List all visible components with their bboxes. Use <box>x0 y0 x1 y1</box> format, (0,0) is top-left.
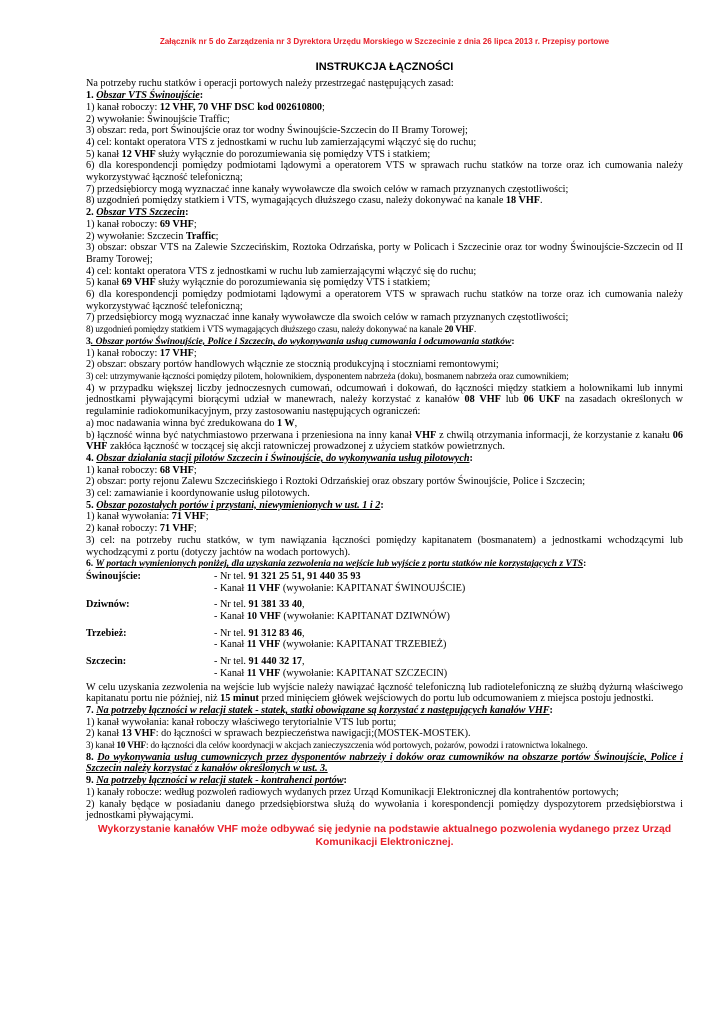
section-4-heading: 4. Obszar działania stacji pilotów Szczecin i Świnoujście, do wykonywania usług pilotowych: <box>86 452 473 464</box>
section-7-heading: 7. Na potrzeby łączności w relacji statek - statek, statki obowiązane są korzystać z następujących kanałów VHF: <box>86 704 553 716</box>
s7-line-2: 2) kanał 13 VHF: do łączności w sprawach bezpieczeństwa nawigacji;(MOSTEK-MOSTEK). <box>86 728 471 740</box>
port-contact-row <box>86 571 683 594</box>
s5-line-3: 3) cel: na potrzeby ruchu statków, w tym nawiązania łączności pomiędzy kapitanatem (bosmanatem) a jednostkami wchodzącymi lub wychodzącymi z portu (dotyczy jachtów na wodach portowych). <box>86 534 683 558</box>
s9-line-1: 1) kanały robocze: według pozwoleń radiowych wydanych przez Urząd Komunikacji Elektronicznej dla kontrahentów portowych; <box>86 786 619 798</box>
section-5-heading: 5. Obszar pozostałych portów i przystani, niewymienionych w ust. 1 i 2: <box>86 499 384 511</box>
port-phone: - Nr tel. 91 440 32 17, <box>214 656 305 668</box>
footer-warning: Wykorzystanie kanałów VHF może odbywać się jedynie na podstawie aktualnego pozwolenia wydanego przez Urząd Komunikacji Elektronicznej. <box>97 824 672 848</box>
s1-line-1: 1) kanał roboczy: 12 VHF, 70 VHF DSC kod 002610800; <box>86 101 325 113</box>
s1-line-8: 8) uzgodnień pomiędzy statkiem i VTS, wymagających dłuższego czasu, należy dokonywać na kanale 18 VHF. <box>86 195 543 207</box>
s1-line-3: 3) obszar: reda, port Świnoujście oraz tor wodny Świnoujście-Szczecin do II Bramy Torowej; <box>86 125 468 137</box>
port-name: Szczecin: <box>86 656 127 668</box>
section-8-heading: 8. Do wykonywania usług cumowniczych przez dysponentów nabrzeży i doków oraz cumowników na obszarze portów Świnoujście, Police i Szczecin należy korzystać z kanałów określonych w ust. 3. <box>86 751 683 775</box>
s1-line-2: 2) wywołanie: Świnoujście Traffic; <box>86 113 230 125</box>
port-contact-row <box>86 656 683 679</box>
s9-line-2: 2) kanały będące w posiadaniu danego przedsiębiorstwa służą do wywołania i korespondencji pomiędzy dyspozytorem przedsiębiorstwa i jednostkami pływającymi. <box>86 798 683 822</box>
s5-line-1: 1) kanał wywołania: 71 VHF; <box>86 511 209 523</box>
s4-line-2: 2) obszar: porty rejonu Zalewu Szczecińskiego i Roztoki Odrzańskiej oraz obszary portów Świnoujście, Police i Szczecin; <box>86 476 586 488</box>
s2-line-5: 5) kanał 69 VHF służy wyłącznie do porozumiewania się pomiędzy VTS i statkiem; <box>86 277 431 289</box>
section-6-heading: 6. W portach wymienionych poniżej, dla uzyskania zezwolenia na wejście lub wyjście z portu statków nie korzystających z VTS: <box>86 558 587 570</box>
s1-line-7: 7) przedsiębiorcy mogą wyznaczać inne kanały wywoławcze dla swoich celów w ramach przyznanych częstotliwości; <box>86 183 569 195</box>
port-channel: - Kanał 11 VHF (wywołanie: KAPITANAT SZCZECIN) <box>214 667 448 679</box>
s7-line-3: 3) kanał 10 VHF: do łączności dla celów koordynacji w akcjach zanieczyszczenia wód portowych, pożarów, powodzi i ratownictwa lokalnego. <box>86 740 588 751</box>
s2-line-2: 2) wywołanie: Szczecin Traffic; <box>86 230 219 242</box>
s3-line-a: a) moc nadawania winna być zredukowana do 1 W, <box>86 417 298 429</box>
s7-line-1: 1) kanał wywołania: kanał roboczy właściwego terytorialnie VTS lub portu; <box>86 716 397 728</box>
section-1-heading: 1. Obszar VTS Świnoujście: <box>86 90 204 102</box>
port-channel: - Kanał 10 VHF (wywołanie: KAPITANAT DZIWNÓW) <box>214 611 450 623</box>
s3-line-1: 1) kanał roboczy: 17 VHF; <box>86 347 197 359</box>
port-name: Trzebież: <box>86 627 127 639</box>
section-9-heading: 9. Na potrzeby łączności w relacji statek - kontrahenci portów: <box>86 775 347 787</box>
port-contacts <box>86 571 683 680</box>
s4-line-3: 3) cel: zamawianie i koordynowanie usług pilotowych. <box>86 488 310 500</box>
s3-line-b: b) łączność winna być natychmiastowo przerwana i przeniesiona na inny kanał VHF z chwilą otrzymania informacji, że korzystanie z kanału 06 VHF zakłóca łączność w toczącej się akcji ratowniczej prowadzonej z użyciem statków powietrznych. <box>86 429 683 453</box>
s4-line-1: 1) kanał roboczy: 68 VHF; <box>86 464 197 476</box>
document-title: INSTRUKCJA ŁĄCZNOŚCI <box>315 60 454 73</box>
port-phone: - Nr tel. 91 312 83 46, <box>214 627 305 639</box>
s3-line-4: 4) w przypadku większej liczby jednoczesnych cumowań, odcumowań i dokowań, do łączności między statkiem a holownikami lub innymi jednostkami pływającymi biorącymi udział w manewrach, należy korzystać z kanałów 08 VHF lub 06 UKF na zasadach określonych w regulaminie radiokomunikacyjnym, przy zastosowaniu następujących ograniczeń: <box>86 382 683 418</box>
s1-line-5: 5) kanał 12 VHF służy wyłącznie do porozumiewania się pomiędzy VTS i statkiem; <box>86 148 431 160</box>
port-contact-row <box>86 628 683 651</box>
s2-line-8: 8) uzgodnień pomiędzy statkiem i VTS wymagających dłuższego czasu, należy dokonywać na kanale 20 VHF. <box>86 324 477 335</box>
section-3-heading: 3. Obszar portów Świnoujście, Police i Szczecin, do wykonywania usług cumowania i odcumowania statków: <box>86 335 515 347</box>
intro-paragraph: Na potrzeby ruchu statków i operacji portowych należy przestrzegać następujących zasad: <box>86 78 454 90</box>
port-name: Świnoujście: <box>86 570 141 582</box>
s1-line-4: 4) cel: kontakt operatora VTS z jednostkami w ruchu lub zamierzającymi włączyć się do ruchu; <box>86 136 477 148</box>
port-channel: - Kanał 11 VHF (wywołanie: KAPITANAT ŚWINOUJŚCIE) <box>214 582 466 594</box>
s2-line-1: 1) kanał roboczy: 69 VHF; <box>86 218 197 230</box>
document-header: Załącznik nr 5 do Zarządzenia nr 3 Dyrektora Urzędu Morskiego w Szczecinie z dnia 26 lipca 2013 r. Przepisy portowe <box>159 37 610 46</box>
s2-line-4: 4) cel: kontakt operatora VTS z jednostkami w ruchu lub zamierzającymi włączyć się do ruchu; <box>86 265 477 277</box>
document-page <box>86 36 683 849</box>
s3-line-2: 2) obszar: obszary portów handlowych włącznie ze stocznią produkcyjną i stoczniami remontowymi; <box>86 359 499 371</box>
port-contact-row <box>86 599 683 622</box>
s2-line-7: 7) przedsiębiorcy mogą wyznaczać inne kanały wywoławcze dla swoich celów w ramach przyznanych częstotliwości; <box>86 312 569 324</box>
s1-line-6: 6) dla korespondencji pomiędzy podmiotami lądowymi a operatorem VTS w sprawach ruchu statków na torze oraz ich cumowania należy wykorzystywać łączność telefoniczną; <box>86 160 683 184</box>
port-name: Dziwnów: <box>86 599 130 611</box>
port-channel: - Kanał 11 VHF (wywołanie: KAPITANAT TRZEBIEŻ) <box>214 639 447 651</box>
s5-line-2: 2) kanał roboczy: 71 VHF; <box>86 523 197 535</box>
s2-line-6: 6) dla korespondencji pomiędzy podmiotami lądowymi a operatorem VTS w sprawach ruchu statków na torze oraz ich cumowania należy wykorzystywać łączność telefoniczną; <box>86 289 683 312</box>
port-phone: - Nr tel. 91 321 25 51, 91 440 35 93 <box>214 570 361 582</box>
s3-line-3: 3) cel: utrzymywanie łączności pomiędzy pilotem, holownikiem, dysponentem nabrzeża (doku), bosmanem nabrzeża oraz cumownikiem; <box>86 370 569 381</box>
s6-note: W celu uzyskania zezwolenia na wejście lub wyjście należy nawiązać łączność telefoniczną lub radiotelefoniczną ze służbą dyżurną właściwego kapitanatu portu nie później, niż 15 minut przed minięciem główek wejściowych do portu lub odcumowaniem z miejsca postoju jednostki. <box>86 681 683 705</box>
s2-line-3: 3) obszar: obszar VTS na Zalewie Szczecińskim, Roztoka Odrzańska, porty w Policach i Szczecinie oraz tor wodny Świnoujście-Szczecin od II Bramy Torowej; <box>86 242 683 265</box>
port-phone: - Nr tel. 91 381 33 40, <box>214 599 305 611</box>
section-2-heading: 2. Obszar VTS Szczecin: <box>86 207 189 219</box>
